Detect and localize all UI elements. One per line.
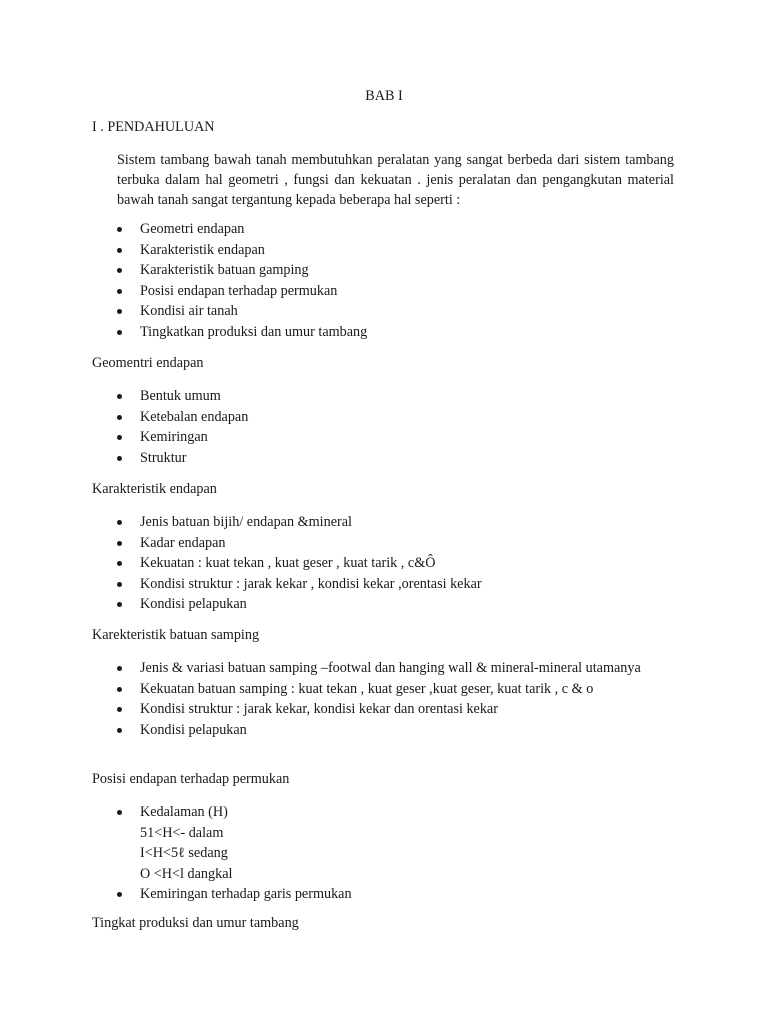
list-item: Kekuatan : kuat tekan , kuat geser , kuat tarik , c&Ô <box>117 553 674 574</box>
karakteristik-bullet-list <box>117 512 674 615</box>
batuan-samping-bullet-list <box>117 658 674 740</box>
posisi-bullet-list <box>117 802 674 905</box>
list-item: Kondisi struktur : jarak kekar, kondisi kekar dan orentasi kekar <box>117 699 674 720</box>
list-item: Karakteristik batuan gamping <box>117 260 674 281</box>
heading-pendahuluan: I . PENDAHULUAN <box>92 119 215 135</box>
list-item <box>117 802 674 884</box>
list-item: Kemiringan terhadap garis permukan <box>117 884 674 905</box>
list-item: Struktur <box>117 448 674 469</box>
list-item: Kondisi air tanah <box>117 301 674 322</box>
list-item: Kondisi struktur : jarak kekar , kondisi kekar ,orentasi kekar <box>117 574 674 595</box>
list-item: Kondisi pelapukan <box>117 720 674 741</box>
list-item: Tingkatkan produksi dan umur tambang <box>117 322 674 343</box>
depth-range-deep: 51<H<- dalam <box>140 824 224 841</box>
list-item: Kemiringan <box>117 427 674 448</box>
intro-paragraph: Sistem tambang bawah tanah membutuhkan peralatan yang sangat berbeda dari sistem tambang terbuka dalam hal geometri , fungsi dan kekuatan . jenis peralatan dan pengangkutan material bawah tanah sangat tergantung kepada beberapa hal seperti : <box>117 152 674 208</box>
list-item: Kekuatan batuan samping : kuat tekan , kuat geser ,kuat geser, kuat tarik , c & o <box>117 679 674 700</box>
heading-geometri-endapan: Geomentri endapan <box>92 355 204 371</box>
intro-bullet-list <box>117 219 674 342</box>
list-item: Karakteristik endapan <box>117 240 674 261</box>
geometri-bullet-list <box>117 386 674 468</box>
heading-karakteristik-endapan: Karakteristik endapan <box>92 481 217 497</box>
list-item: Jenis batuan bijih/ endapan &mineral <box>117 512 674 533</box>
list-item: Kondisi pelapukan <box>117 594 674 615</box>
depth-range-medium: I<H<5ℓ sedang <box>140 845 228 861</box>
heading-tingkat-produksi: Tingkat produksi dan umur tambang <box>92 915 299 931</box>
chapter-title: BAB I <box>365 88 403 104</box>
list-item: Geometri endapan <box>117 219 674 240</box>
kedalaman-label: Kedalaman (H) <box>140 804 228 820</box>
list-item: Kadar endapan <box>117 533 674 554</box>
list-item: Ketebalan endapan <box>117 407 674 428</box>
list-item: Jenis & variasi batuan samping –footwal dan hanging wall & mineral-mineral utamanya <box>117 658 674 679</box>
list-item: Bentuk umum <box>117 386 674 407</box>
depth-range-shallow: O <H<l dangkal <box>140 865 233 882</box>
heading-posisi-endapan: Posisi endapan terhadap permukan <box>92 771 290 787</box>
list-item: Posisi endapan terhadap permukan <box>117 281 674 302</box>
heading-karakteristik-batuan-samping: Karekteristik batuan samping <box>92 627 260 643</box>
